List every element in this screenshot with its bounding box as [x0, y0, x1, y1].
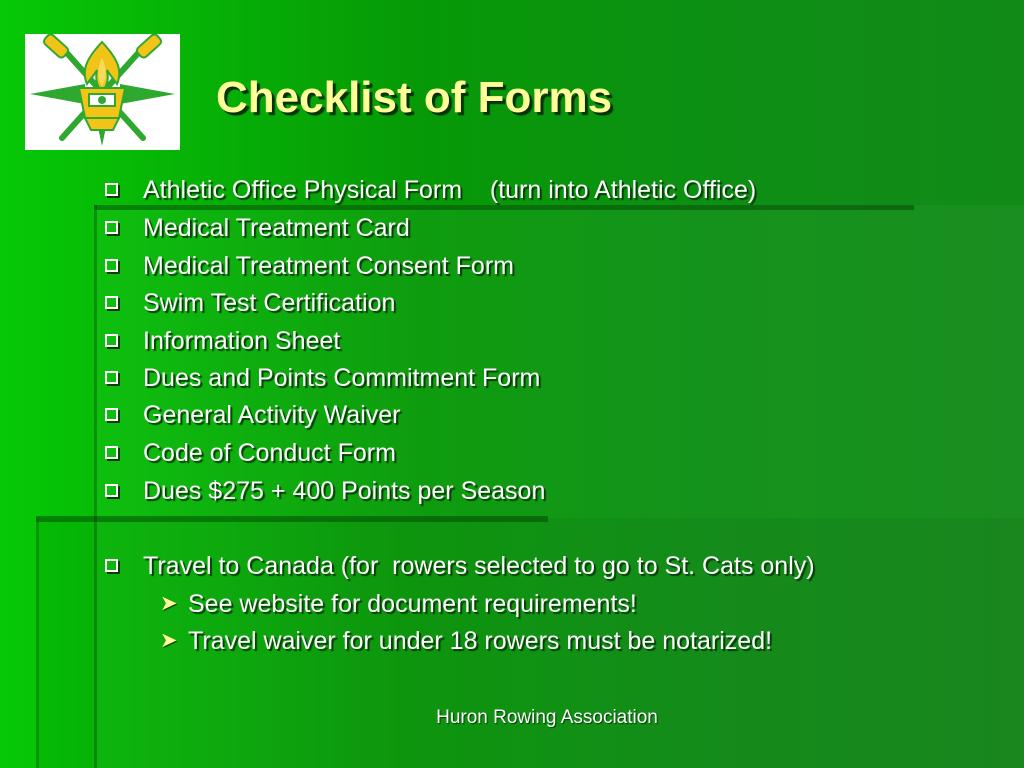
checklist-item-label: Dues and Points Commitment Form	[143, 364, 541, 392]
checkbox-bullet-icon	[105, 371, 118, 384]
checkbox-bullet-icon	[105, 183, 118, 196]
background-edge-lower	[36, 518, 39, 768]
background-divider-bottom	[36, 516, 548, 522]
checkbox-bullet-icon	[105, 446, 118, 459]
checklist-item-label: Medical Treatment Card	[143, 214, 410, 242]
checkbox-bullet-icon	[105, 221, 118, 234]
travel-sub-item-label: See website for document requirements!	[188, 590, 637, 618]
checkbox-bullet-icon	[105, 296, 118, 309]
checklist-item-label: Athletic Office Physical Form (turn into Athletic Office)	[143, 176, 757, 204]
checkbox-bullet-icon	[105, 408, 118, 421]
checklist-item-label: Code of Conduct Form	[143, 439, 396, 467]
checkbox-bullet-icon	[105, 559, 118, 572]
checklist-item-label: General Activity Waiver	[143, 401, 401, 429]
travel-item-label: Travel to Canada (for rowers selected to go to St. Cats only)	[143, 552, 815, 580]
background-edge-upper	[94, 205, 97, 768]
checkbox-bullet-icon	[105, 259, 118, 272]
checklist-item-label: Information Sheet	[143, 327, 341, 355]
arrow-bullet-icon: ➤	[160, 629, 178, 652]
travel-sub-item-label: Travel waiver for under 18 rowers must be notarized!	[188, 627, 773, 655]
crest-icon	[25, 34, 180, 150]
checklist-item-label: Medical Treatment Consent Form	[143, 252, 514, 280]
checklist-item-label: Dues $275 + 400 Points per Season	[143, 477, 546, 505]
arrow-bullet-icon: ➤	[160, 592, 178, 615]
checklist-item-label: Swim Test Certification	[143, 289, 396, 317]
slide-title: Checklist of Forms	[216, 73, 613, 122]
checkbox-bullet-icon	[105, 484, 118, 497]
slide-footer: Huron Rowing Association	[436, 707, 658, 728]
rowing-club-crest-logo	[25, 34, 180, 150]
checkbox-bullet-icon	[105, 334, 118, 347]
